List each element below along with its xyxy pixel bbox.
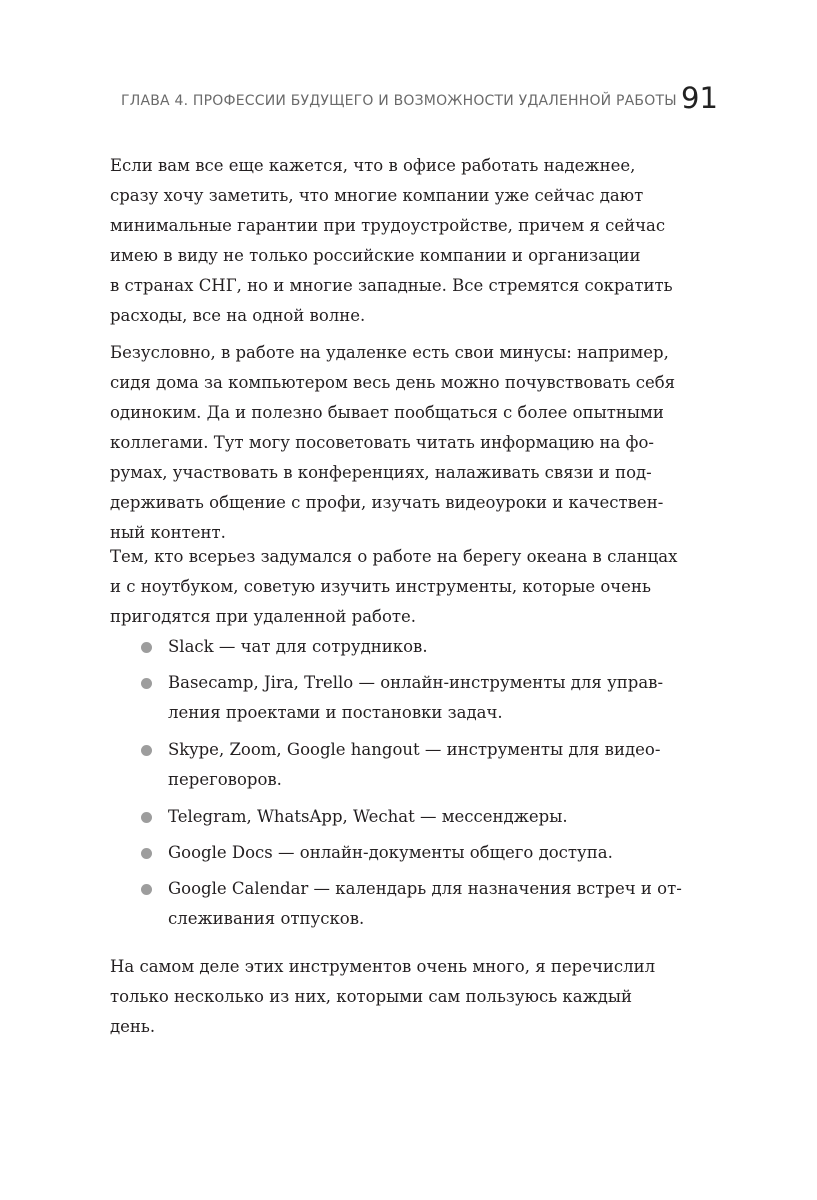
text-line: расходы, все на одной волне.: [110, 306, 366, 325]
bullet-dot-icon: [141, 884, 152, 895]
text-line: минимальные гарантии при трудоустройстве, причем я сейчас: [110, 216, 666, 235]
list-item: [140, 874, 710, 934]
paragraph-conclusion: [110, 952, 705, 1042]
paragraph-remote-downsides: [110, 338, 705, 548]
bullet-dot-icon: [141, 642, 152, 653]
text-line: На самом деле этих инструментов очень много, я перечислил: [110, 957, 656, 976]
list-item: [140, 735, 710, 795]
text-line: одиноким. Да и полезно бывает пообщаться с более опытными: [110, 403, 664, 422]
text-line: сразу хочу заметить, что многие компании уже сейчас дают: [110, 186, 644, 205]
text-line: только несколько из них, которыми сам пользуюсь каждый: [110, 987, 633, 1006]
text-line: Тем, кто всерьез задумался о работе на берегу океана в сланцах: [110, 547, 678, 566]
list-item-text: Telegram, WhatsApp, Wechat — мессенджеры.: [168, 807, 568, 826]
list-item: [140, 802, 710, 832]
text-line: ный контент.: [110, 523, 226, 542]
text-line: Безусловно, в работе на удаленке есть свои минусы: например,: [110, 343, 669, 362]
page-number: 91: [681, 81, 718, 115]
paragraph-office-reliability: [110, 151, 705, 331]
list-item-text: Slack — чат для сотрудников.: [168, 637, 428, 656]
text-line: румах, участвовать в конференциях, налаживать связи и под-: [110, 463, 652, 482]
list-item-text: переговоров.: [168, 770, 282, 789]
list-item-text: Google Calendar — календарь для назначения встреч и от-: [168, 879, 682, 898]
list-item: [140, 838, 710, 868]
text-line: сидя дома за компьютером весь день можно почувствовать себя: [110, 373, 676, 392]
bullet-dot-icon: [141, 812, 152, 823]
list-item-text: ления проектами и постановки задач.: [168, 703, 503, 722]
bullet-dot-icon: [141, 745, 152, 756]
text-line: имею в виду не только российские компании и организации: [110, 246, 641, 265]
tools-list: [140, 632, 710, 942]
list-item-text: Google Docs — онлайн-документы общего доступа.: [168, 843, 613, 862]
text-line: день.: [110, 1017, 156, 1036]
paragraph-tools-intro: [110, 542, 705, 632]
list-item: [140, 668, 710, 728]
list-item-text: Basecamp, Jira, Trello — онлайн-инструменты для управ-: [168, 673, 664, 692]
text-line: и с ноутбуком, советую изучить инструменты, которые очень: [110, 577, 651, 596]
list-item-text: слеживания отпусков.: [168, 909, 365, 928]
text-line: пригодятся при удаленной работе.: [110, 607, 417, 626]
list-item: [140, 632, 710, 662]
text-line: в странах СНГ, но и многие западные. Все стремятся сократить: [110, 276, 673, 295]
bullet-dot-icon: [141, 678, 152, 689]
text-line: Если вам все еще кажется, что в офисе работать надежнее,: [110, 156, 636, 175]
running-head-title: ГЛАВА 4. ПРОФЕССИИ БУДУЩЕГО И ВОЗМОЖНОСТИ УДАЛЕННОЙ РАБОТЫ: [121, 93, 677, 109]
bullet-dot-icon: [141, 848, 152, 859]
text-line: держивать общение с профи, изучать видеоуроки и качествен-: [110, 493, 664, 512]
text-line: коллегами. Тут могу посоветовать читать информацию на фо-: [110, 433, 654, 452]
list-item-text: Skype, Zoom, Google hangout — инструменты для видео-: [168, 740, 661, 759]
